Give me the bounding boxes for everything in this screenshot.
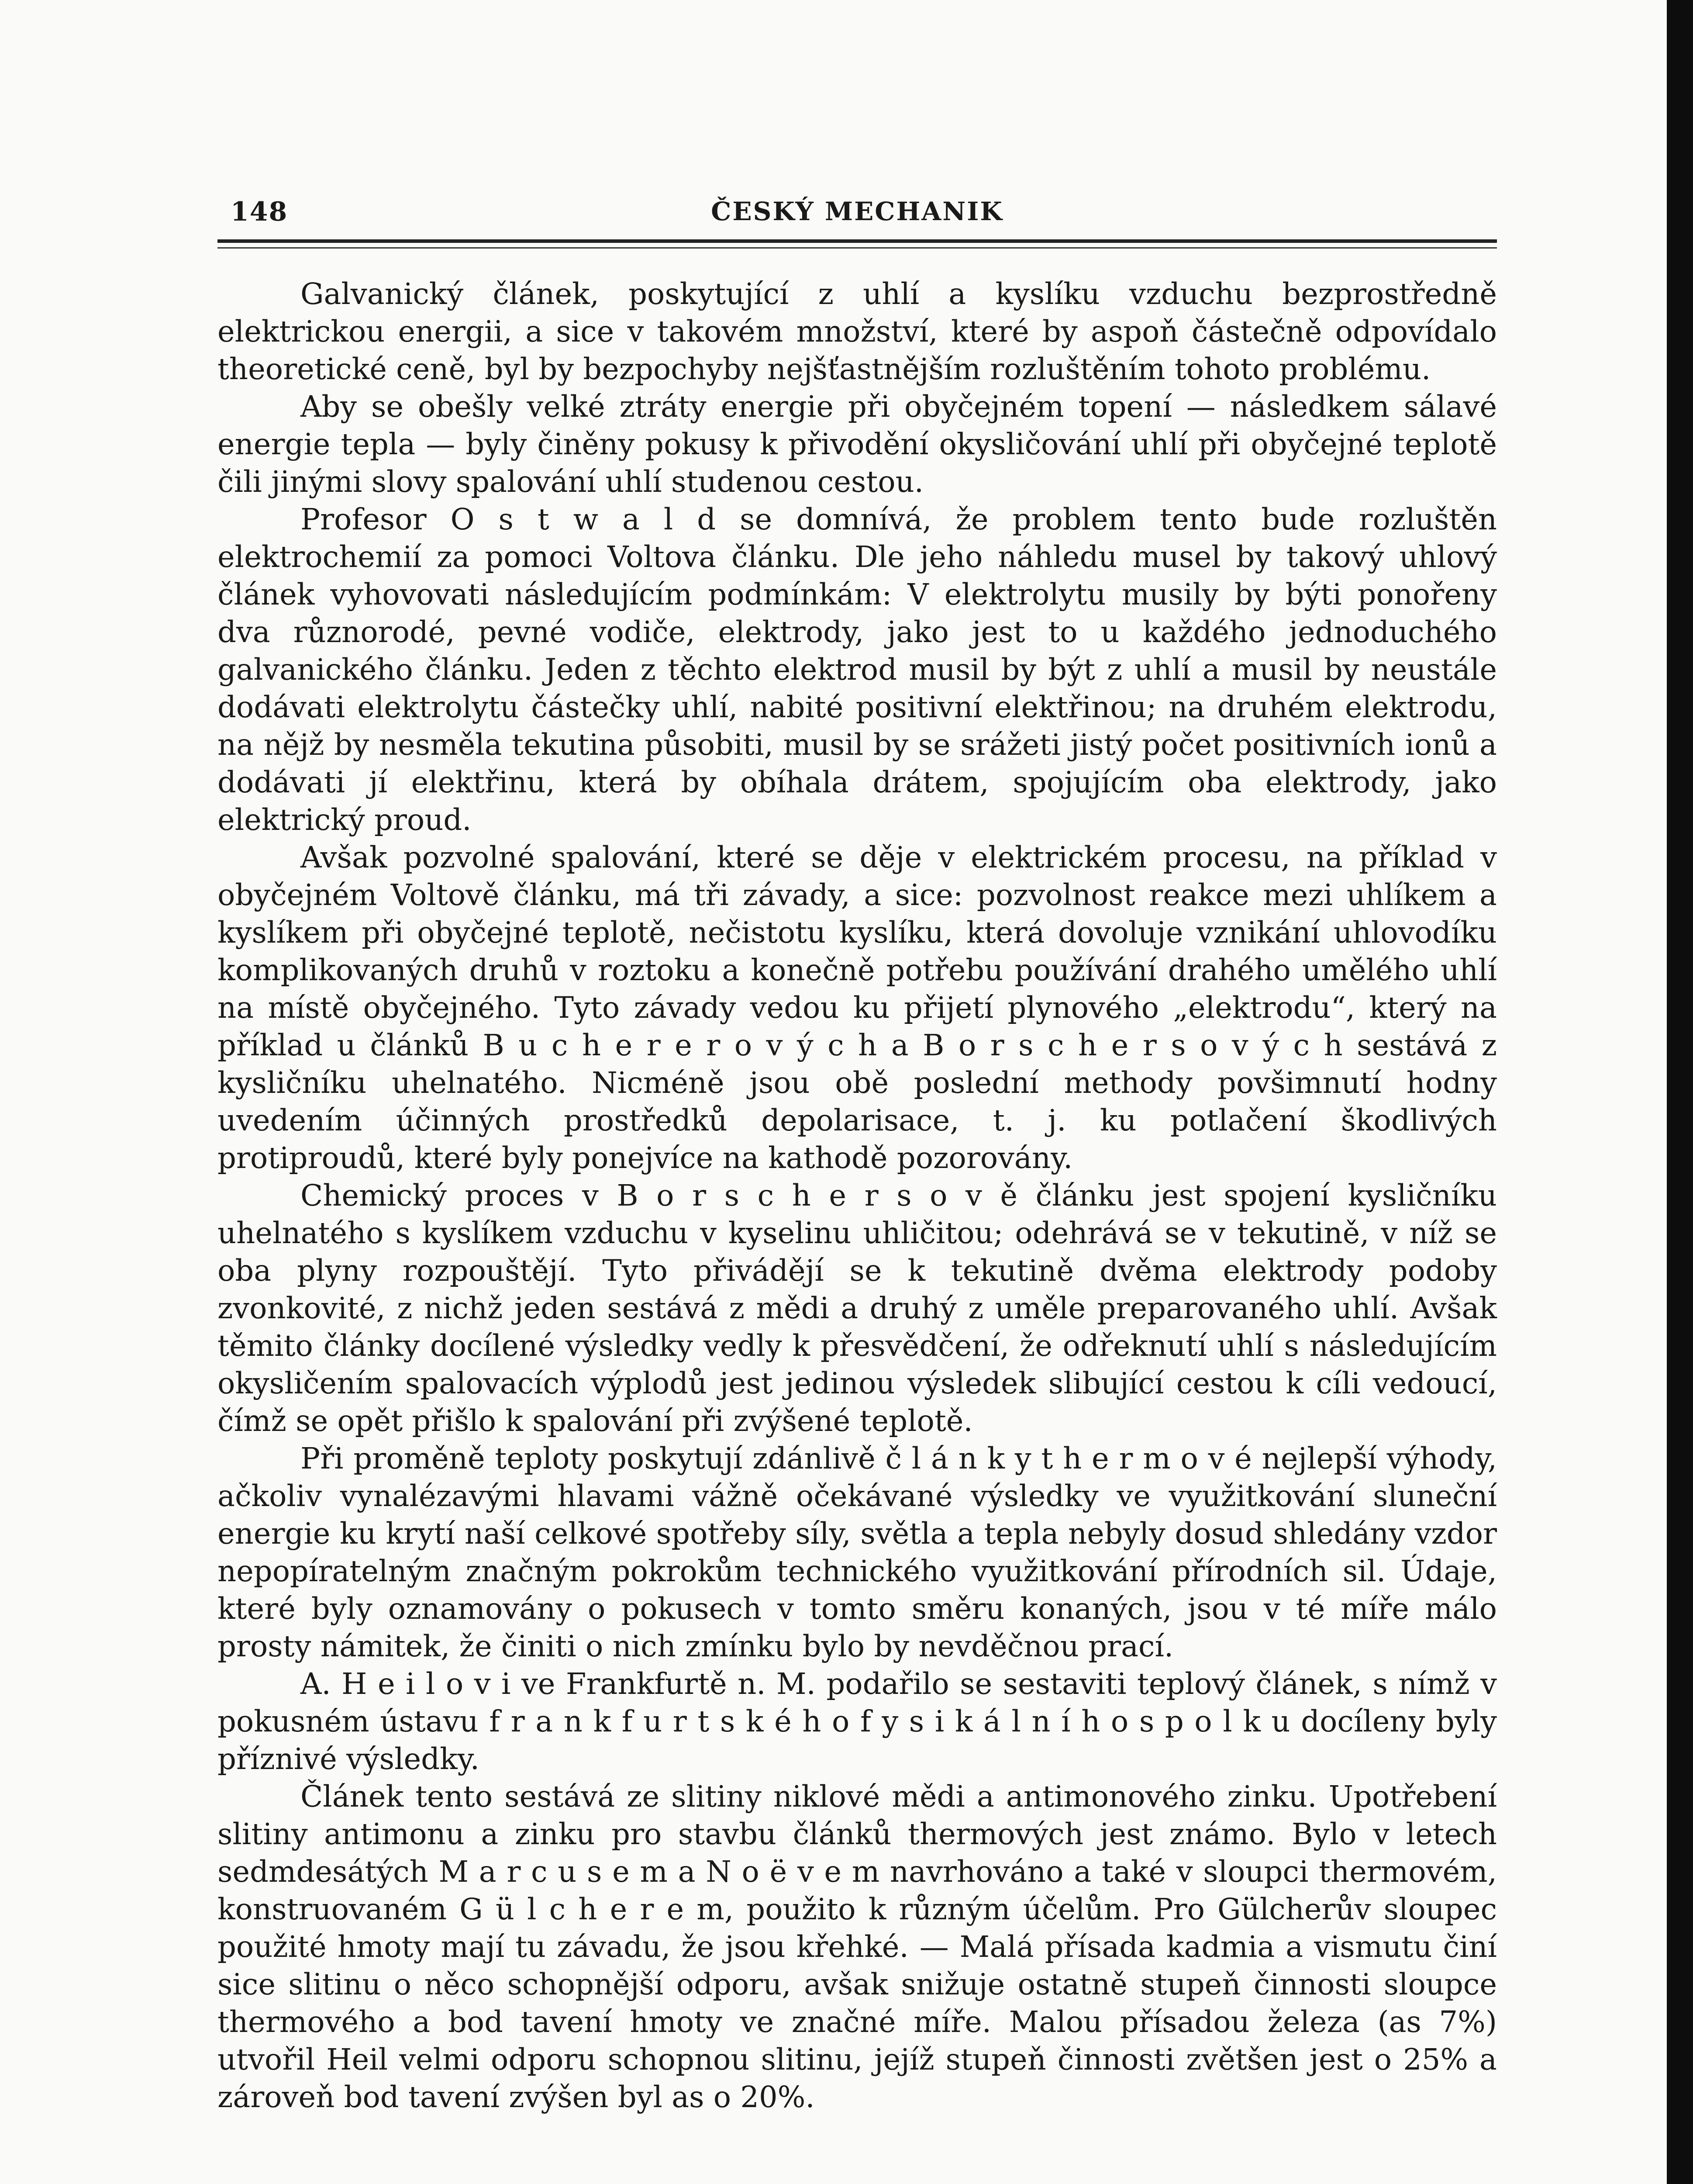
paragraph-8: Článek tento sestává ze slitiny niklové mědi a antimonového zinku. Upotřebení slitiny antimonu a zinku pro stavbu článků thermových jest známo. Bylo v letech sedmdesátých M a r c u s e m a N o ë v e m navrhováno a také v sloupci thermovém, konstruovaném G ü l c h e r e m, použito k různým účelům. Pro Gülcherův sloupec použité hmoty mají tu závadu, že jsou křehké. — Malá přísada kadmia a vismutu činí sice slitinu o něco schopnější odporu, avšak snižuje ostatně stupeň činnosti sloupce thermového a bod tavení hmoty ve značné míře. Malou přísadou železa (as 7%) utvořil Heil velmi odporu schopnou slitinu, jejíž stupeň činnosti zvětšen jest o 25% a zároveň bod tavení zvýšen byl as o 20%. [217,1780,1497,2114]
paragraph-3: Profesor O s t w a l d se domnívá, že problem tento bude rozluštěn elektrochemií za pomoci Voltova článku. Dle jeho náhledu musel by takový uhlový článek vyhovovati následujícím podmínkám: V elektrolytu musily by býti ponořeny dva různorodé, pevné vodiče, elektrody, jako jest to u každého jednoduchého galvanického článku. Jeden z těchto elektrod musil by být z uhlí a musil by neustále dodávati elektrolytu částečky uhlí, nabité positivní elektřinou; na druhém elektrodu, na nějž by nesměla tekutina působiti, musil by se srážeti jistý počet positivních ionů a dodávati jí elektřinu, která by obíhala drátem, spojujícím oba elektrody, jako elektrický proud. [217,502,1497,837]
paragraph-7: A. H e i l o v i ve Frankfurtě n. M. podařilo se sestaviti teplový článek, s nímž v pokusném ústavu f r a n k f u r t s k é h o f y s i k á l n í h o s p o l k u docíleny byly příznivé výsledky. [217,1667,1497,1776]
page-header [217,197,1497,245]
paragraph-5: Chemický proces v B o r s c h e r s o v ě článku jest spojení kysličníku uhelnatého s kyslíkem vzduchu v kyselinu uhličitou; odehrává se v tekutině, v níž se oba plyny rozpouštějí. Tyto přivádějí se k tekutině dvěma elektrody podoby zvonkovité, z nichž jeden sestává z mědi a druhý z uměle preparovaného uhlí. Avšak těmito články docílené výsledky vedly k přesvědčení, že odřeknutí uhlí s následujícím okysličením spalovacích výplodů jest jedinou výsledek slibující cestou k cíli vedoucí, čímž se opět přišlo k spalování při zvýšené teplotě. [217,1178,1497,1438]
header-rule-thin [217,247,1497,249]
article-body [217,275,1497,2116]
header-rule-thick [217,239,1497,243]
paragraph-2: Aby se obešly velké ztráty energie při obyčejném topení — následkem sálavé energie tepla — byly činěny pokusy k přivodění okysličování uhlí při obyčejné teplotě čili jinými slovy spalování uhlí studenou cestou. [217,390,1497,499]
paragraph-6: Při proměně teploty poskytují zdánlivě č l á n k y t h e r m o v é nejlepší výhody, ačkoliv vynalézavými hlavami vážně očekávané výsledky ve využitkování sluneční energie ku krytí naší celkové spotřeby síly, světla a tepla nebyly dosud shledány vzdor nepopíratelným značným pokrokům technického využitkování přírodních sil. Údaje, které byly oznamovány o pokusech v tomto směru konaných, jsou v té míře málo prosty námitek, že činiti o nich zmínku bylo by nevděčnou prací. [217,1441,1497,1663]
scan-edge [1667,0,1693,2184]
running-title: ČESKÝ MECHANIK [711,197,1003,226]
paragraph-1: Galvanický článek, poskytující z uhlí a kyslíku vzduchu bezprostředně elektrickou energii, a sice v takovém množství, které by aspoň částečně odpovídalo theoretické ceně, byl by bezpochyby nejšťastnějším rozluštěním tohoto problému. [217,277,1497,386]
page-number: 148 [231,197,288,227]
paragraph-4: Avšak pozvolné spalování, které se děje v elektrickém procesu, na příklad v obyčejném Voltově článku, má tři závady, a sice: pozvolnost reakce mezi uhlíkem a kyslíkem při obyčejné teplotě, nečistotu kyslíku, která dovoluje vznikání uhlovodíku komplikovaných druhů v roztoku a konečně potřebu používání drahého umělého uhlí na místě obyčejného. Tyto závady vedou ku přijetí plynového „elektrodu“, který na příklad u článků B u c h e r e r o v ý c h a B o r s c h e r s o v ý c h sestává z kysličníku uhelnatého. Nicméně jsou obě poslední methody povšimnutí hodny uvedením účinných prostředků depolarisace, t. j. ku potlačení škodlivých protiproudů, které byly ponejvíce na kathodě pozorovány. [217,840,1497,1175]
